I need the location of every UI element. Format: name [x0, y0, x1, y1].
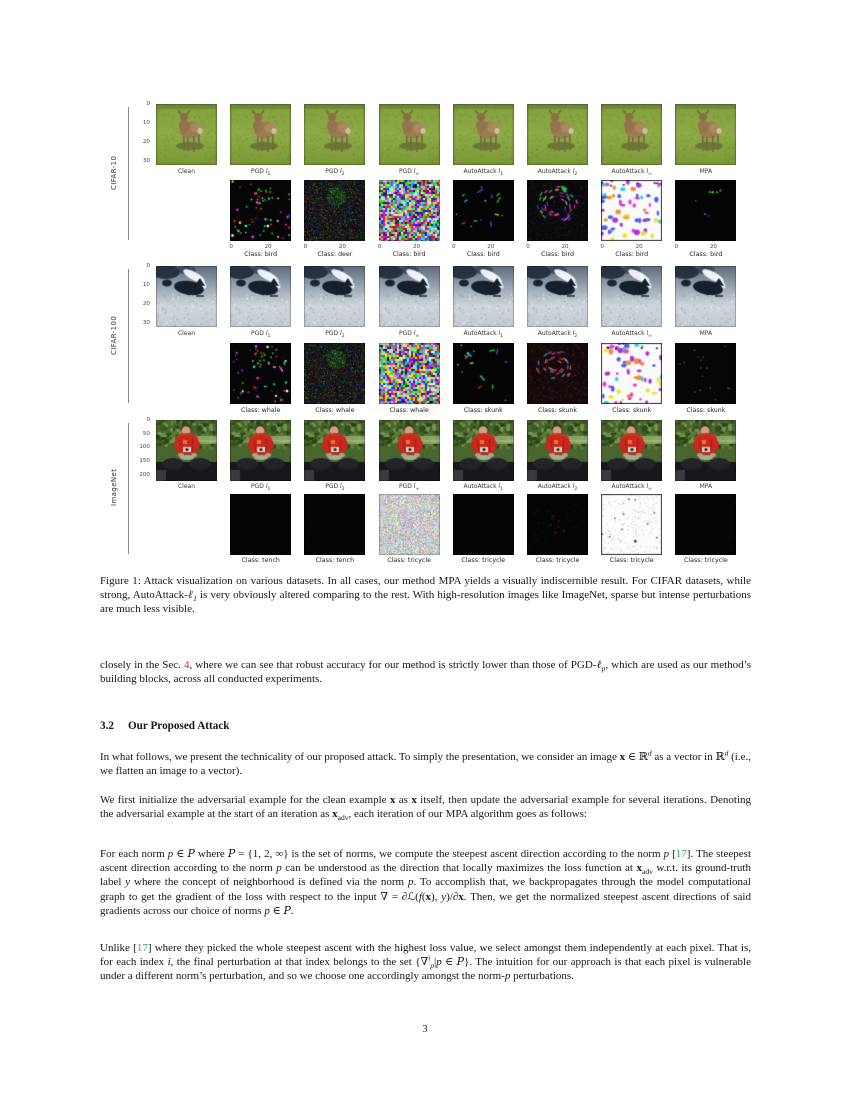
perturbation-image [675, 494, 736, 555]
perturbation-image [601, 494, 662, 555]
perturbation-image [527, 180, 588, 241]
attack-method-label: AutoAttack $l_2$ [537, 483, 578, 493]
y-tick-label: 150 [139, 457, 150, 464]
y-tick-label: 30 [142, 158, 150, 165]
figure-row [0, 101, 850, 269]
figure-column [675, 420, 736, 585]
section-number: 3.2 [100, 720, 114, 732]
attacked-image [675, 266, 736, 327]
x-tick-label: 20 [709, 244, 717, 250]
section-title: Our Proposed Attack [127, 720, 230, 732]
attacked-image [304, 266, 365, 327]
attack-method-label: PGD $l_2$ [325, 330, 345, 340]
attack-method-label: AutoAttack $l_1$ [463, 168, 504, 178]
attack-method-label: PGD $l_1$ [251, 168, 271, 178]
predicted-class-label: Class: skunk [612, 407, 652, 414]
x-tick-label: 0 [452, 244, 456, 250]
predicted-class-label: Class: whale [315, 407, 355, 414]
figure-column [527, 104, 588, 269]
attack-method-label: AutoAttack $l_\infty$ [611, 483, 652, 493]
body-paragraph-1: closely in the Sec. 4, where we can see that robust accuracy for our method is strictly lower than those of PGD-ℓ$_p$, which are used as our method’s building blocks, across all conducted experiments. [100, 659, 751, 686]
figure-column [156, 266, 217, 431]
attacked-image [156, 266, 217, 327]
attack-method-label: Clean [177, 330, 196, 337]
attack-method-label: Clean [177, 483, 196, 490]
perturbation-image [453, 180, 514, 241]
attack-method-label: PGD $l_1$ [251, 330, 271, 340]
figure-column [675, 104, 736, 269]
attack-method-label: AutoAttack $l_2$ [537, 330, 578, 340]
y-tick-label: 0 [146, 417, 150, 423]
dataset-label: CIFAR-10 [110, 155, 118, 190]
dataset-axis-line [128, 269, 129, 403]
x-tick-label: 0 [526, 244, 530, 250]
attacked-image [527, 420, 588, 481]
citation-link[interactable]: 17 [675, 848, 687, 860]
body-paragraph-2: In what follows, we present the technicality of our proposed attack. To simply the presentation, we consider an image x ∈ ℝ$^d$ as a vector in ℝ$^d$ (i.e., we flatten an image to a vector). [100, 748, 751, 778]
predicted-class-label: Class: deer [317, 251, 353, 258]
x-tick-label: 20 [561, 244, 569, 250]
attack-method-label: MPA [699, 483, 713, 490]
figure-column [601, 420, 662, 585]
figure-caption: Figure 1: Attack visualization on various datasets. In all cases, our method MPA yields a visually indiscernible result. For CIFAR datasets, while strong, AutoAttack-ℓ$_1$ is very obviously altered comparing to the rest. With high-resolution images like ImageNet, sparse but intense perturbations are much less visible. [100, 575, 751, 616]
x-tick-label: 0 [303, 244, 308, 250]
attack-method-label: AutoAttack $l_2$ [537, 168, 578, 178]
perturbation-image [527, 494, 588, 555]
x-tick-label: 20 [338, 244, 346, 250]
attack-method-label: AutoAttack $l_\infty$ [611, 330, 652, 340]
x-tick-label: 0 [377, 244, 382, 250]
predicted-class-label: Class: tricycle [535, 557, 580, 564]
predicted-class-label: Class: bird [689, 251, 723, 258]
predicted-class-label: Class: skunk [686, 407, 726, 414]
figure-column [527, 266, 588, 431]
attack-method-label: AutoAttack $l_1$ [463, 330, 504, 340]
attacked-image [156, 104, 217, 165]
y-tick-label: 100 [139, 444, 150, 451]
perturbation-image [675, 343, 736, 404]
perturbation-image [379, 494, 440, 555]
figure-column [453, 104, 514, 269]
y-tick-label: 50 [142, 430, 150, 437]
attack-method-label: MPA [699, 330, 713, 337]
figure-column [156, 104, 217, 269]
perturbation-image [527, 343, 588, 404]
figure-column [379, 420, 440, 585]
figure-column [304, 420, 365, 585]
figure-column [156, 420, 217, 585]
predicted-class-label: Class: bird [466, 251, 500, 258]
attack-method-label: PGD $l_2$ [325, 168, 345, 178]
dataset-axis-line [128, 107, 129, 240]
attack-method-label: Clean [177, 168, 196, 175]
figure-column [453, 266, 514, 431]
predicted-class-label: Class: tench [241, 557, 280, 564]
attack-method-label: PGD $l_\infty$ [398, 483, 420, 493]
perturbation-image [601, 180, 662, 241]
x-tick-label: 0 [600, 244, 604, 250]
predicted-class-label: Class: bird [541, 251, 574, 258]
attack-method-label: PGD $l_\infty$ [398, 330, 420, 340]
attacked-image [304, 104, 365, 165]
y-tick-label: 20 [142, 139, 150, 146]
attack-method-label: AutoAttack $l_1$ [463, 483, 504, 493]
figure-column [230, 104, 291, 269]
predicted-class-label: Class: bird [615, 251, 649, 258]
predicted-class-label: Class: tricycle [387, 557, 431, 564]
section-ref-link[interactable]: 4 [183, 659, 190, 671]
attack-method-label: PGD $l_1$ [251, 483, 271, 493]
attacked-image [156, 420, 217, 481]
body-paragraph-3: We first initialize the adversarial example for the clean example x as x itself, then update the adversarial example for several iterations. Denoting the adversarial example at the start of an iteration as $x_{adv}$, each iteration of our MPA algorithm goes as follows: [100, 794, 752, 823]
y-tick-label: 0 [146, 263, 150, 269]
body-paragraph-4: For each norm p ∈ P where P = {1, 2, ∞} is the set of norms, we compute the steepest ascent direction according to the norm p [17]. The steepest ascent direction according to the norm p can be understood as the direction that locally maximizes the loss function at $x_{adv}$ w.r.t. its ground-truth label y where the concept of neighborhood is defined via the norm p. To accomplish that, we backpropagates through the model computational graph to get the gradient of the loss with respect to the input ∇ = ∂ℒ(f(x), y)/∂x. Then, we get the normalized steepest ascent directions of said gradients across our choice of norms p ∈ P. [100, 847, 752, 917]
predicted-class-label: Class: skunk [537, 407, 578, 414]
predicted-class-label: Class: bird [244, 251, 278, 258]
attacked-image [230, 266, 291, 327]
attacked-image [379, 266, 440, 327]
figure-column [453, 420, 514, 585]
attacked-image [601, 266, 662, 327]
figure-column [379, 104, 440, 269]
dataset-label: CIFAR-100 [110, 315, 118, 355]
attacked-image [601, 104, 662, 165]
perturbation-image [453, 343, 514, 404]
perturbation-image [304, 180, 365, 241]
perturbation-image [230, 343, 291, 404]
body-paragraph-5: Unlike [17] where they picked the whole steepest ascent with the highest loss value, we select amongst them independently at each pixel. That is, for each index i, the final perturbation at that index belongs to the set {∇$^i_p$|p ∈ P}. The intuition for our approach is that each pixel is vulnerable under a different norm’s perturbation, and so we choose one accordingly amongst the norm-p perturbations. [100, 942, 751, 983]
predicted-class-label: Class: tricycle [609, 557, 654, 564]
x-tick-label: 20 [635, 244, 643, 250]
y-tick-label: 200 [139, 471, 150, 478]
perturbation-image [230, 494, 291, 555]
perturbation-image [379, 180, 440, 241]
attacked-image [230, 104, 291, 165]
dataset-label: ImageNet [110, 468, 118, 507]
x-tick-label: 20 [264, 244, 272, 250]
citation-link[interactable]: 17 [136, 942, 148, 954]
perturbation-image [304, 494, 365, 555]
figure-column [601, 104, 662, 269]
figure-column [230, 420, 291, 585]
attacked-image [527, 104, 588, 165]
attacked-image [453, 420, 514, 481]
y-tick-label: 30 [142, 320, 150, 327]
perturbation-image [453, 494, 514, 555]
figure-column [230, 266, 291, 431]
attacked-image [379, 104, 440, 165]
perturbation-image [675, 180, 736, 241]
figure-column [304, 104, 365, 269]
attack-method-label: PGD $l_2$ [325, 483, 345, 493]
figure-column [601, 266, 662, 431]
predicted-class-label: Class: skunk [463, 407, 503, 414]
x-tick-label: 0 [674, 244, 679, 250]
figure-column [675, 266, 736, 431]
attacked-image [453, 104, 514, 165]
predicted-class-label: Class: tricycle [684, 557, 728, 564]
page-number: 3 [422, 1024, 428, 1035]
attack-method-label: AutoAttack $l_\infty$ [611, 168, 652, 178]
figure-column [379, 266, 440, 431]
y-tick-label: 10 [142, 120, 150, 127]
dataset-axis-line [128, 423, 129, 554]
x-tick-label: 0 [229, 244, 233, 250]
predicted-class-label: Class: whale [241, 407, 281, 414]
attacked-image [304, 420, 365, 481]
figure-column [527, 420, 588, 585]
attacked-image [527, 266, 588, 327]
predicted-class-label: Class: whale [389, 407, 429, 414]
y-tick-label: 10 [142, 282, 150, 289]
predicted-class-label: Class: tricycle [461, 557, 506, 564]
predicted-class-label: Class: tench [315, 557, 355, 564]
y-tick-label: 20 [142, 301, 150, 308]
attacked-image [230, 420, 291, 481]
perturbation-image [601, 343, 662, 404]
x-tick-label: 20 [487, 244, 495, 250]
x-tick-label: 20 [413, 244, 421, 250]
y-tick-label: 0 [146, 101, 150, 107]
attacked-image [379, 420, 440, 481]
perturbation-image [230, 180, 291, 241]
attacked-image [675, 104, 736, 165]
figure-row [0, 263, 850, 431]
figure-column [304, 266, 365, 431]
attacked-image [601, 420, 662, 481]
section-heading [100, 720, 751, 732]
perturbation-image [304, 343, 365, 404]
figure-row [0, 417, 850, 585]
attack-method-label: MPA [699, 168, 713, 175]
attack-method-label: PGD $l_\infty$ [398, 168, 420, 178]
attacked-image [675, 420, 736, 481]
attacked-image [453, 266, 514, 327]
perturbation-image [379, 343, 440, 404]
predicted-class-label: Class: bird [392, 251, 426, 258]
